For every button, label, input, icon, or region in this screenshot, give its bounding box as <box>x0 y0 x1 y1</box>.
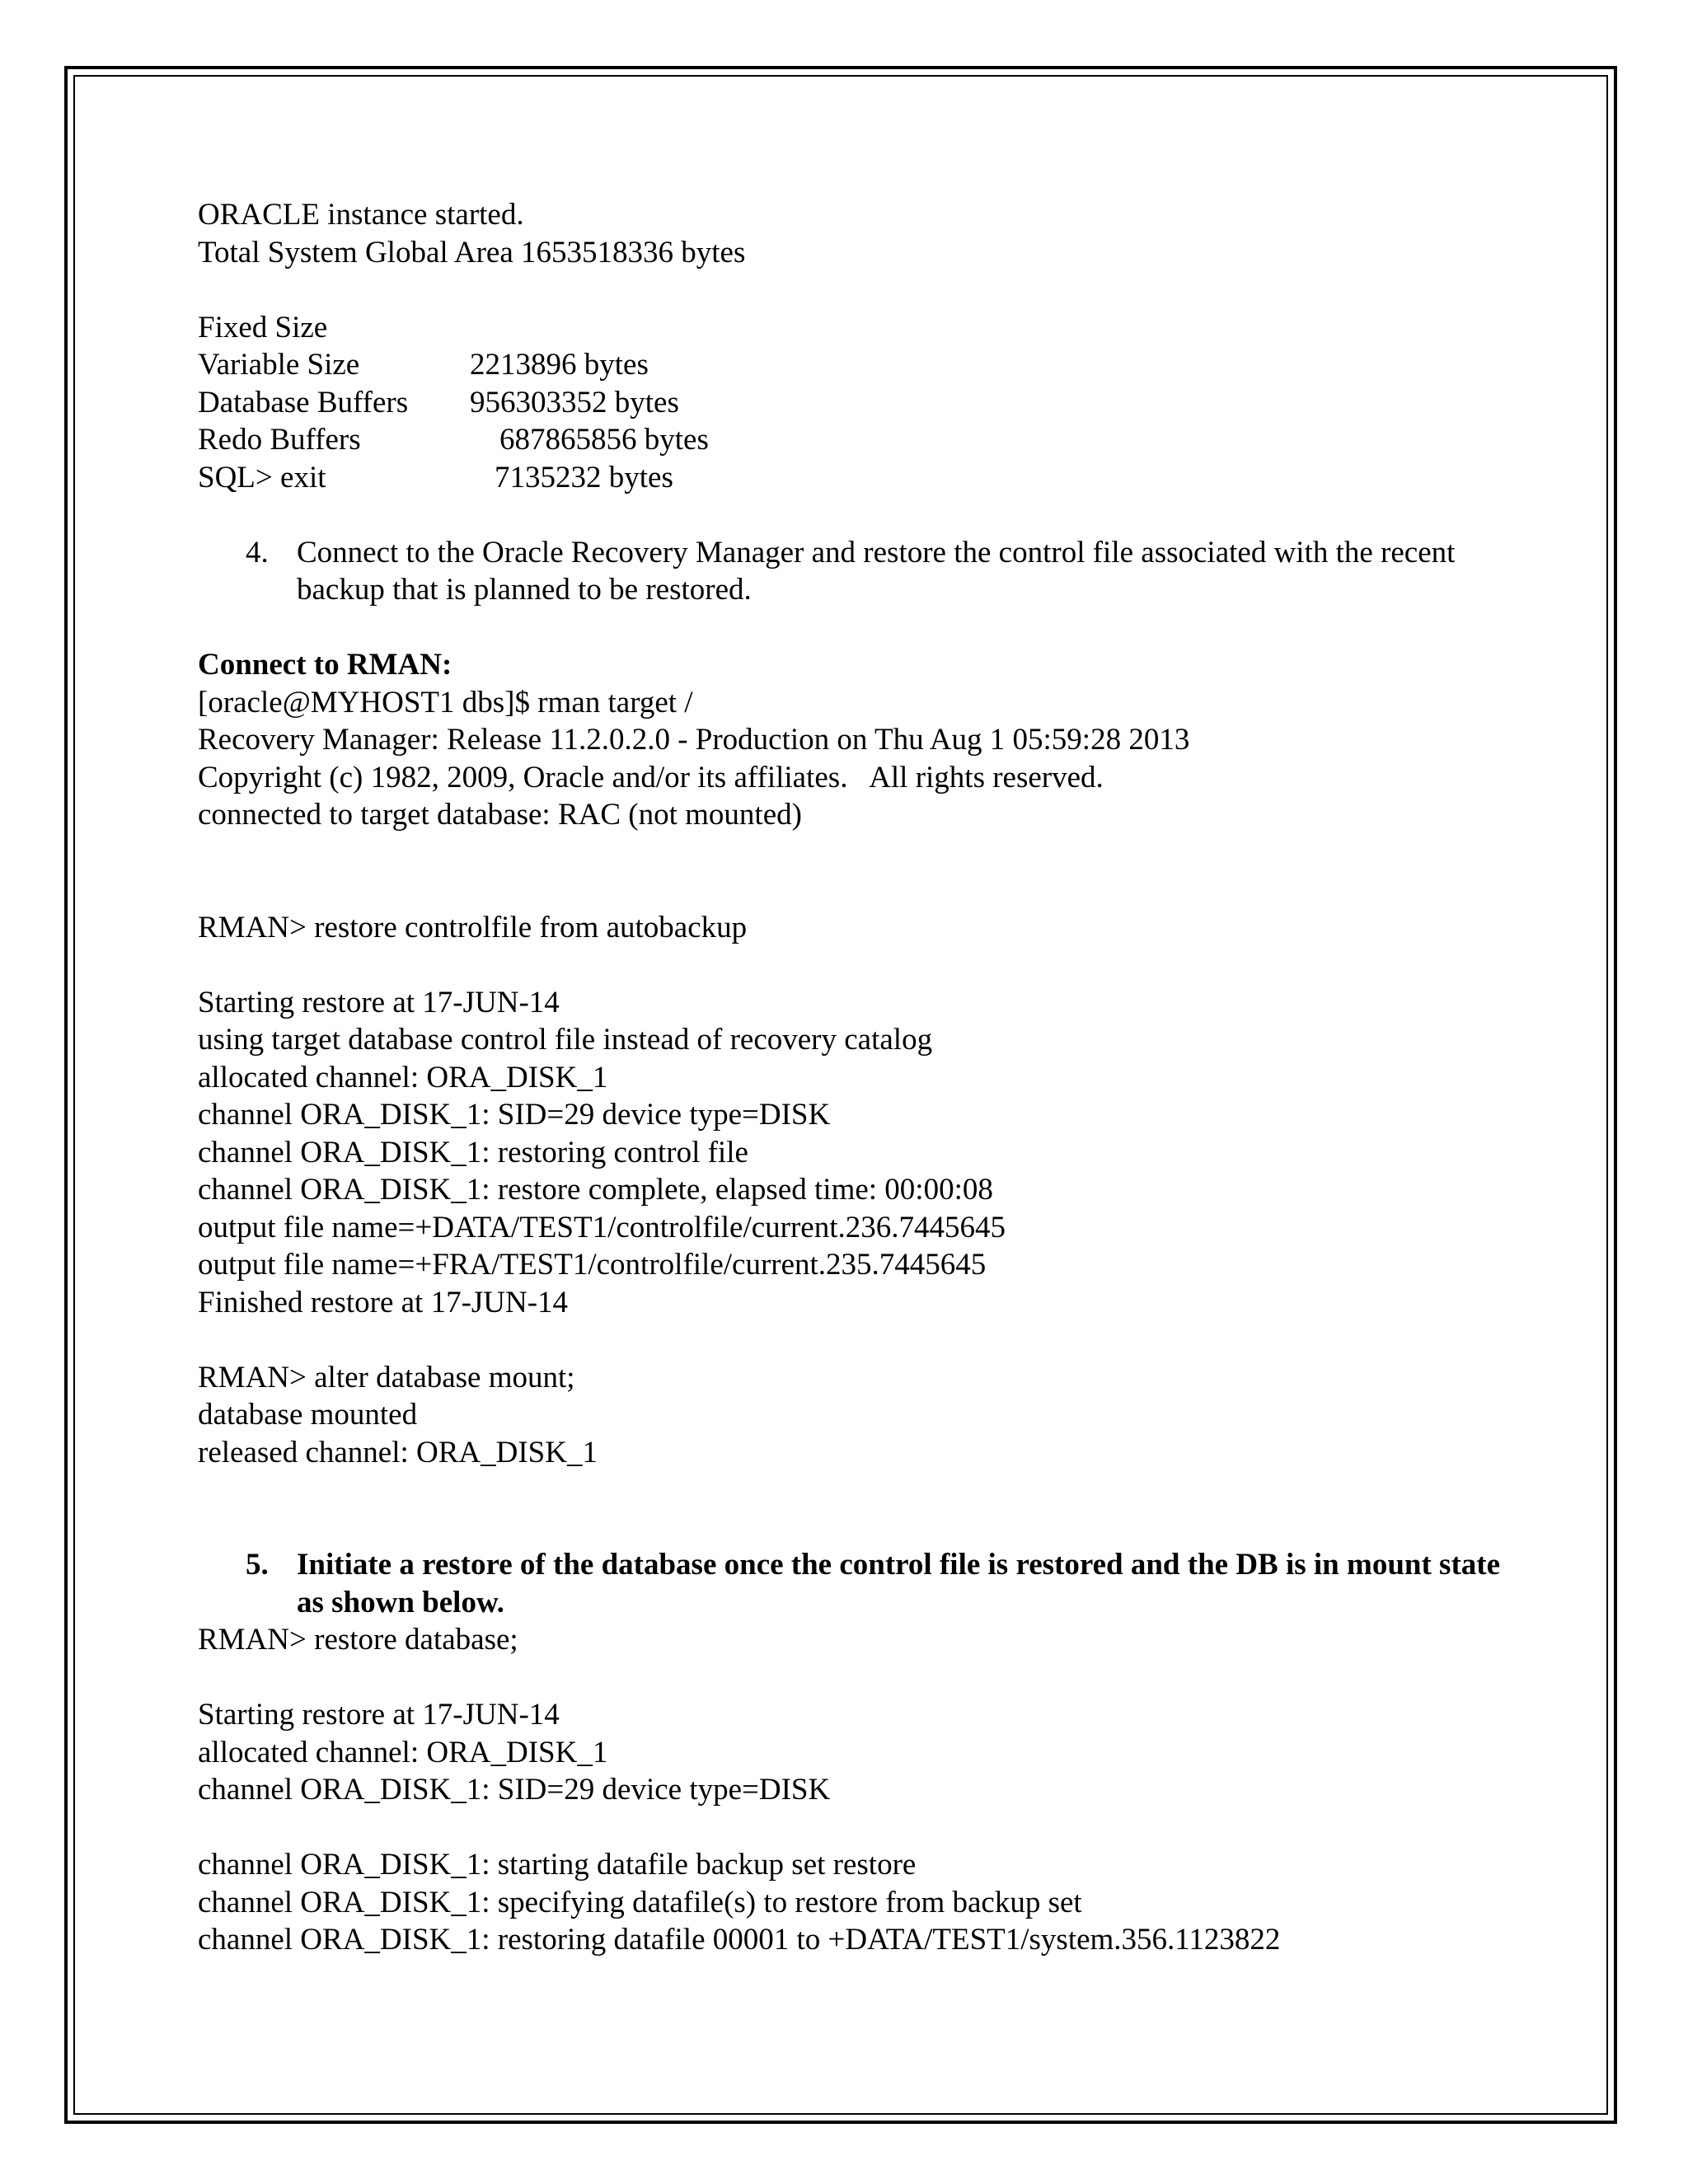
document-body <box>198 196 1517 1959</box>
step-4 <box>198 534 1517 609</box>
rman-command: RMAN> restore database; <box>198 1623 518 1657</box>
text-line: channel ORA_DISK_1: specifying datafile(s) to restore from backup set <box>198 1885 1082 1919</box>
rman-command: RMAN> restore controlfile from autobackup <box>198 910 748 944</box>
text-line: [oracle@MYHOST1 dbs]$ rman target / <box>198 685 693 719</box>
text-line: output file name=+DATA/TEST1/controlfile/current.236.7445645 <box>198 1210 1006 1244</box>
text-line: connected to target database: RAC (not mounted) <box>198 798 802 832</box>
memory-label: Fixed Size <box>198 310 328 344</box>
text-line: Finished restore at 17-JUN-14 <box>198 1285 569 1319</box>
step-5 <box>198 1546 1517 1621</box>
text-line: output file name=+FRA/TEST1/controlfile/current.235.7445645 <box>198 1248 987 1282</box>
text-line: channel ORA_DISK_1: restore complete, elapsed time: 00:00:08 <box>198 1173 993 1207</box>
text-line: Total System Global Area 1653518336 bytes <box>198 235 746 269</box>
text-line: channel ORA_DISK_1: starting datafile backup set restore <box>198 1848 917 1882</box>
text-line: allocated channel: ORA_DISK_1 <box>198 1060 608 1094</box>
text-line: released channel: ORA_DISK_1 <box>198 1435 598 1469</box>
memory-value: 7135232 bytes <box>495 460 673 494</box>
memory-label: Variable Size <box>198 348 360 382</box>
rman-command: RMAN> alter database mount; <box>198 1360 575 1394</box>
text-line: channel ORA_DISK_1: SID=29 device type=DISK <box>198 1773 831 1807</box>
step-number: 5. <box>246 1548 269 1582</box>
text-line: channel ORA_DISK_1: restoring control file <box>198 1135 748 1169</box>
text-line: allocated channel: ORA_DISK_1 <box>198 1735 608 1769</box>
text-line: channel ORA_DISK_1: restoring datafile 00001 to +DATA/TEST1/system.356.1123822 <box>198 1923 1281 1957</box>
text-line: Recovery Manager: Release 11.2.0.2.0 - Production on Thu Aug 1 05:59:28 2013 <box>198 723 1190 757</box>
section-heading: Connect to RMAN: <box>198 648 452 682</box>
text-line: database mounted <box>198 1398 418 1432</box>
text-line: Copyright (c) 1982, 2009, Oracle and/or its affiliates. All rights reserved. <box>198 760 1104 794</box>
text-line: channel ORA_DISK_1: SID=29 device type=DISK <box>198 1098 831 1132</box>
step-number: 4. <box>246 535 269 569</box>
sql-exit-line: SQL> exit <box>198 460 326 494</box>
text-line: Starting restore at 17-JUN-14 <box>198 1698 560 1732</box>
step-text: Initiate a restore of the database once the control file is restored and the DB is in mount state as shown below. <box>297 1548 1501 1619</box>
step-text: Connect to the Oracle Recovery Manager and restore the control file associated with the recent backup that is planned to be restored. <box>297 535 1456 607</box>
memory-label: Database Buffers <box>198 385 409 419</box>
text-line: using target database control file instead of recovery catalog <box>198 1023 933 1057</box>
memory-label: Redo Buffers <box>198 423 361 457</box>
memory-value: 956303352 bytes <box>470 385 679 419</box>
memory-value: 2213896 bytes <box>470 348 649 382</box>
text-line: ORACLE instance started. <box>198 198 524 232</box>
text-line: Starting restore at 17-JUN-14 <box>198 985 560 1019</box>
memory-value: 687865856 bytes <box>499 423 709 457</box>
